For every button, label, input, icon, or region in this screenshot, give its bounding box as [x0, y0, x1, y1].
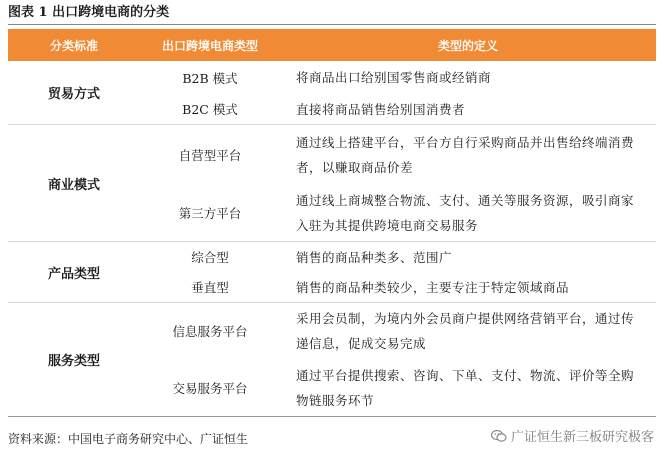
type-cell: 交易服务平台 [172, 380, 248, 396]
category-cell: 贸易方式 [47, 87, 100, 102]
header-definition: 类型的定义 [437, 38, 498, 53]
type-cell: 第三方平台 [178, 206, 242, 221]
category-cell: 产品类型 [47, 266, 100, 282]
definition-cell: 采用会员制，为境内外会员商户提供网络营销平台，通过传递信息，促成交易完成 [296, 311, 635, 351]
watermark-text: 广证恒生新三板研究极客 [510, 430, 654, 445]
wechat-icon [491, 429, 507, 443]
type-cell: 自营型平台 [178, 148, 242, 163]
type-cell: B2C 模式 [182, 102, 238, 117]
definition-cell: 直接将商品销售给别国消费者 [296, 101, 466, 117]
definition-cell: 通过平台提供搜索、咨询、下单、支付、物流、评价等全购物链服务环节 [296, 367, 635, 408]
type-cell: B2B 模式 [182, 70, 238, 86]
definition-cell: 通过线上商城整合物流、支付、通关等服务资源，吸引商家入驻为其提供跨境电商交易服务 [296, 193, 635, 233]
table-row [140, 272, 656, 302]
group-service-type [8, 303, 656, 417]
table-row [140, 94, 656, 124]
header-type: 出口跨境电商类型 [161, 38, 258, 53]
type-cell: 信息服务平台 [172, 324, 248, 339]
table-row [140, 359, 656, 416]
definition-cell: 将商品出口给别国零售商或经销商 [296, 70, 492, 85]
source-note: 资料来源：中国电子商务研究中心、广证恒生 [8, 432, 249, 446]
type-cell: 综合型 [191, 250, 229, 265]
title-divider [8, 24, 656, 25]
category-cell: 服务类型 [47, 354, 100, 369]
table-title: 图表 1 出口跨境电商的分类 [8, 5, 170, 20]
group-product-type [8, 242, 656, 303]
group-trade-mode [8, 61, 656, 125]
type-cell: 垂直型 [191, 280, 229, 295]
definition-cell: 通过线上搭建平台，平台方自行采购商品并出售给终端消费者，以赚取商品价差 [296, 135, 635, 175]
classification-table [8, 29, 656, 417]
table-row [140, 61, 656, 94]
group-business-model [8, 125, 656, 242]
table-header [8, 29, 656, 61]
table-row [140, 242, 656, 272]
table-row [140, 185, 656, 241]
table-row [140, 303, 656, 359]
watermark [491, 426, 654, 445]
definition-cell: 销售的商品种类多、范围广 [296, 249, 453, 265]
header-category: 分类标准 [49, 38, 98, 53]
table-row [140, 125, 656, 185]
definition-cell: 销售的商品种类较少，主要专注于特定领域商品 [296, 279, 570, 295]
category-cell: 商业模式 [47, 177, 100, 193]
